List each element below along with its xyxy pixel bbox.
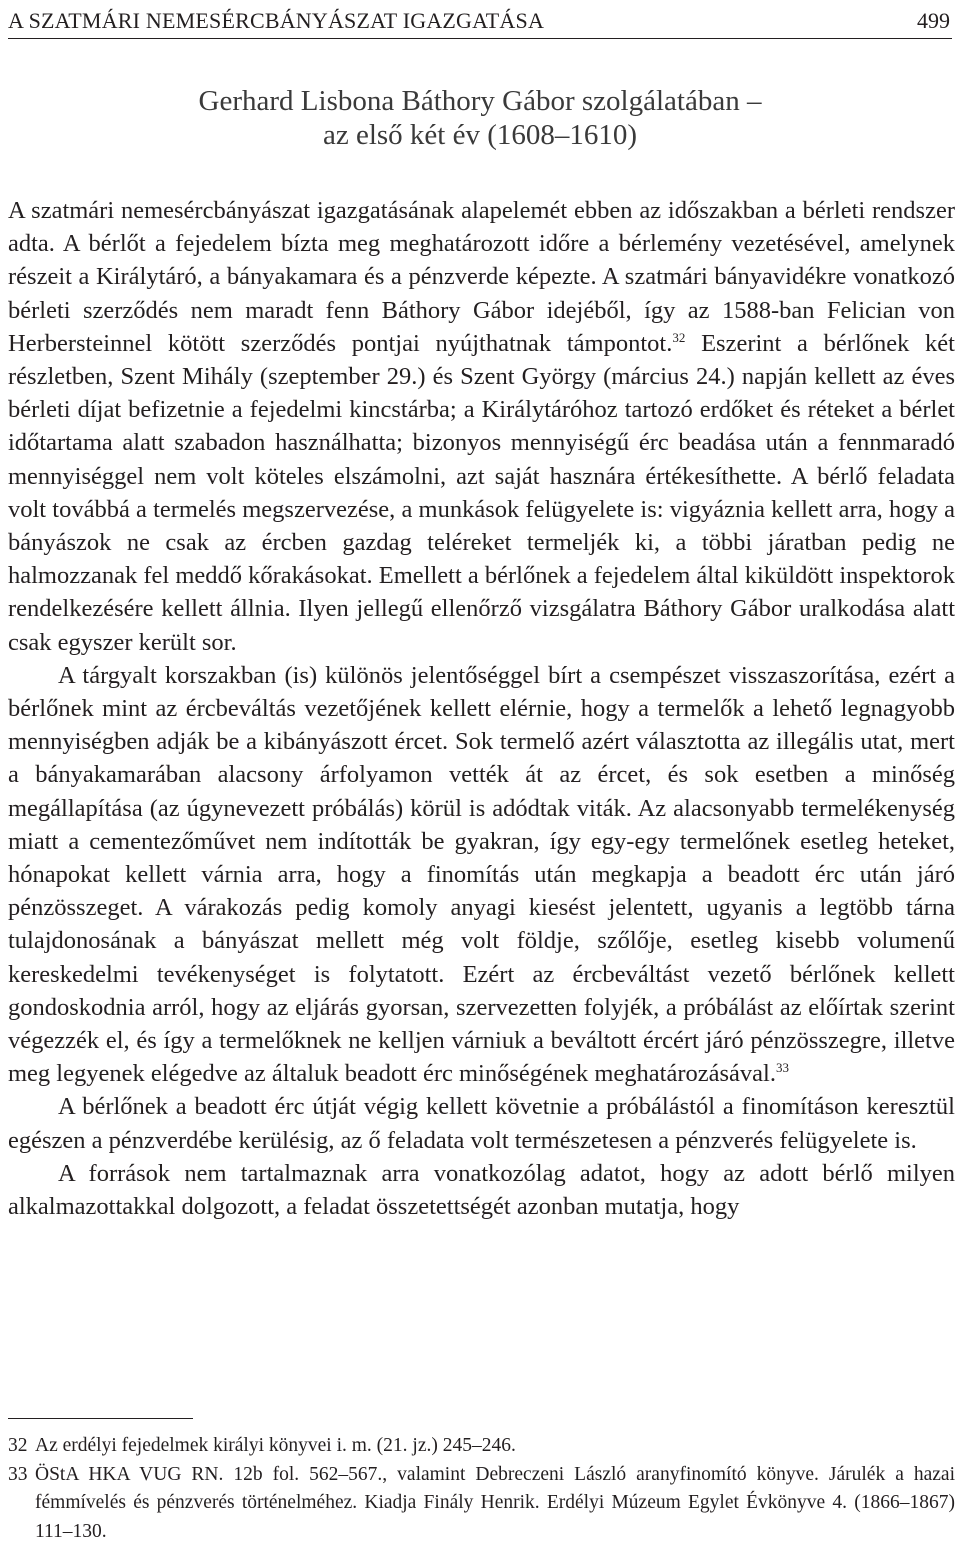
paragraph-3-text: A bérlőnek a beadott érc útját végig kellett követnie a próbálástól a finomításon keresztül egészen a pénzverdébe kerülésig, az ő feladata volt természetesen a pénzverés felügyelete is. (8, 1093, 955, 1154)
footnotes (8, 1432, 955, 1546)
footnote-33 (8, 1461, 955, 1547)
paragraph-1 (8, 194, 955, 659)
paragraph-4 (8, 1157, 955, 1223)
paragraph-4-text: A források nem tartalmaznak arra vonatkozólag adatot, hogy az adott bérlő milyen alkalmazottakkal dolgozott, a feladat összetettségét azonban mutatja, hogy (8, 1159, 955, 1221)
paragraph-1-text-b: Eszerint a bérlőnek két részletben, Szent Mihály (szeptember 29.) és Szent György (március 24.) napján kellett az éves bérleti díjat befizetnie a fejedelmi kincstárba; a Királytáróhoz tartozó erdőket és réteket a bérlet időtartama alatt szabadon használhatta; bizonyos mennyiségű érc beadása után a fennmaradó mennyiséggel nem volt köteles elszámolni, azt saját hasznára értékesíthette. A bérlő feladata volt továbbá a termelés megszervezése, a munkások felügyelete is: vigyáznia kellett arra, hogy a bányászok ne csak az ércben gazdag teléreket termeljék ki, a többi járatban pedig ne halmozzanak fel meddő kőrakásokat. Emellett a bérlőnek a fejedelem által kiküldött inspektorok rendelkezésére kellett állnia. Ilyen jellegű ellenőrző vizsgálatra Báthory Gábor uralkodása alatt csak egyszer került sor. (8, 329, 955, 656)
section-title-line-1: Gerhard Lisbona Báthory Gábor szolgálatában – (198, 85, 762, 117)
running-header (8, 4, 952, 39)
running-title: A SZATMÁRI NEMESÉRCBÁNYÁSZAT IGAZGATÁSA (8, 8, 545, 33)
paragraph-1-text-a: A szatmári nemesércbányászat igazgatásának alapelemét ebben az időszakban a bérleti rendszer adta. A bérlőt a fejedelem bízta meg meghatározott időre a bérlemény vezetésével, amelynek részeit a Királytáró, a bányakamara és a pénzverde képezte. A szatmári bányavidékre vonatkozó bérleti szerződés nem maradt fenn Báthory Gábor idejéből, így az 1588-ban Felician von Herbersteinnel kötött szerződés pontjai nyújthatnak támpontot. (8, 197, 955, 357)
footnote-text: Az erdélyi fejedelmek királyi könyvei i. m. (21. jz.) 245–246. (35, 1435, 516, 1456)
body-text (8, 194, 955, 1223)
paragraph-2 (8, 659, 955, 1091)
footnote-number: 33 (8, 1463, 28, 1485)
paragraph-3 (8, 1090, 955, 1156)
paragraph-2-text-a: A tárgyalt korszakban (is) különös jelentőséggel bírt a csempészet visszaszorítása, ezért a bérlőnek mint az ércbeváltás vezetőjének kellett elérnie, hogy a termelők a lehető legnagyobb mennyiségben adják be a kibányászott ércet. Sok termelő azért választotta az illegális utat, mert a bányakamarában alacsony árfolyamon vették át az ércet, és sok esetben a minőség megállapítása (az úgynevezett próbálás) körül is adódtak viták. Az alacsonyabb termelékenység miatt a cementezőművet nem indították be gyakran, így egy-egy termelőnek esetleg heteket, hónapokat kellett várnia arra, hogy a finomítás után megkapja a beadott érc után járó pénzösszeget. A várakozás pedig komoly anyagi kiesést jelentett, ugyanis a legtöbb tárna tulajdonosának a bányászat mellett még volt földje, szőlője, esetleg kisebb volumenű kereskedelmi tevékenységet is folytatott. Ezért az ércbeváltást vezető bérlőnek kellett gondoskodnia arról, hogy az eljárás gyorsan, szervezetten folyjék, a próbálást az előírtak szerint végezzék el, és így a termelőknek ne kelljen várniuk a beváltott ércért járó pénzösszegre, illetve meg legyenek elégedve az általuk beadott érc minőségének meghatározásával. (8, 661, 955, 1088)
footnote-text: ÖStA HKA VUG RN. 12b fol. 562–567., valamint Debreczeni László aranyfinomító könyve. Járulék a hazai fémmívelés és pénzverés történelméhez. Kiadja Finály Henrik. Erdélyi Múzeum Egylet Évkönyve 4. (1866–1867) 111–130. (35, 1463, 955, 1542)
footnote-divider (8, 1418, 193, 1419)
footnote-ref-32[interactable]: 32 (672, 329, 686, 345)
footnote-32 (8, 1432, 955, 1461)
section-title-line-2: az első két év (1608–1610) (322, 119, 638, 151)
footnote-number: 32 (8, 1435, 28, 1456)
footnote-ref-33[interactable]: 33 (775, 1060, 789, 1076)
page-number: 499 (917, 8, 950, 33)
section-title (0, 84, 960, 152)
